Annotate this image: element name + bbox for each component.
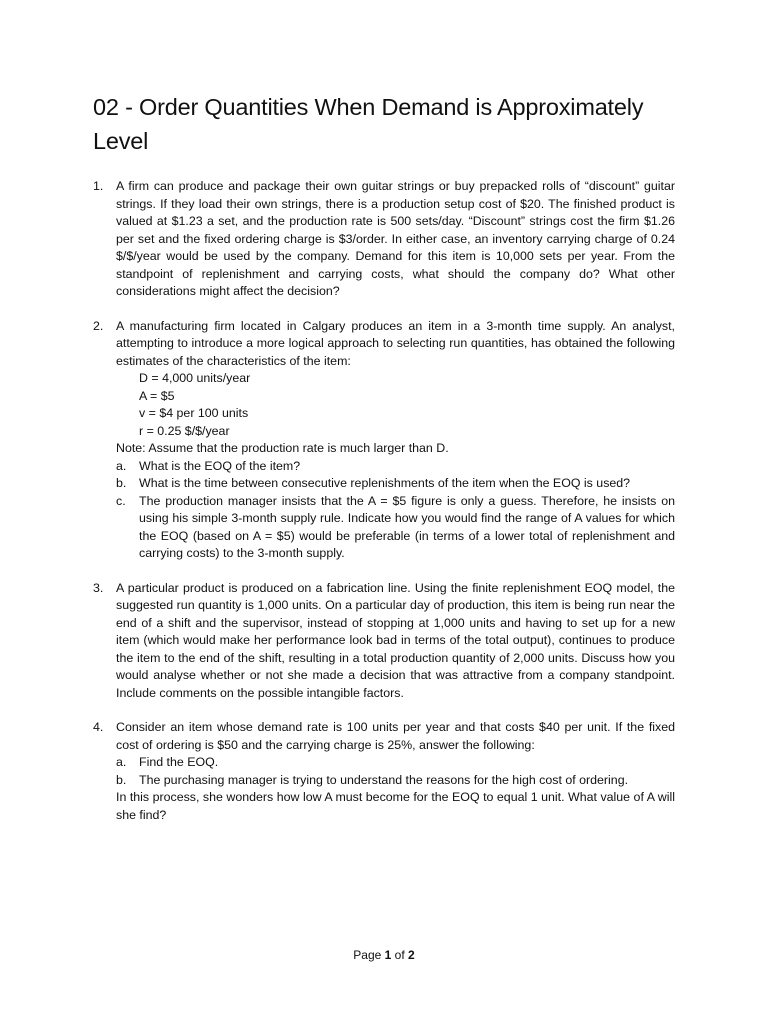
question-tail-text: In this process, she wonders how low A must become for the EOQ to equal 1 unit. What value of A will she find? [116,790,675,822]
sub-text: The purchasing manager is trying to understand the reasons for the high cost of ordering. [139,772,629,787]
variable-carrying-charge: r = 0.25 $/$/year [139,423,230,438]
question-number: 1. [93,179,104,193]
variable-unit-value: v = $4 per 100 units [139,406,249,420]
sub-label: b. [116,476,127,490]
sub-question-b [116,772,675,790]
sub-text: What is the EOQ of the item? [139,458,301,473]
question-text: A particular product is produced on a fabrication line. Using the finite replenishment EOQ model, the suggested run quantity is 1,000 units. On a particular day of production, this item is being run near the end of a shift and the supervisor, instead of stopping at 1,000 units and having to set up for a new item (which would make her performance look bad in terms of the total output), continues to produce the item to the end of the shift, resulting in a total production quantity of 2,000 units. Discuss how you would analyse whether or not she made a decision that was attractive from a company standpoint. Include comments on the possible intangible factors. [116,580,675,700]
sub-question-c [116,493,675,563]
question-text: A manufacturing firm located in Calgary produces an item in a 3-month time supply. An analyst, attempting to introduce a more logical approach to selecting run quantities, has obtained the following estimates of the characteristics of the item: [116,318,675,368]
document-title: 02 - Order Quantities When Demand is Approximately Level [93,94,644,154]
question-1 [93,178,675,301]
sub-question-a [116,458,675,476]
question-note: Note: Assume that the production rate is much larger than D. [116,441,449,455]
question-2 [93,318,675,563]
sub-text: The production manager insists that the A = $5 figure is only a guess. Therefore, he insists on using his simple 3-month supply rule. Indicate how you would find the range of A values for which the EOQ (based on A = $5) would be preferable (in terms of a lower total of replenishment and carrying costs) to the 3-month supply. [139,493,675,560]
question-number: 3. [93,580,104,595]
variable-list [116,370,675,440]
sub-label: a. [116,458,127,473]
question-3 [93,580,675,703]
sub-label: c. [116,493,126,508]
sub-label: b. [116,772,127,787]
variable-setup-cost: A = $5 [139,388,175,403]
footer-middle: of [391,948,409,962]
variable-demand: D = 4,000 units/year [139,371,251,385]
sub-text: What is the time between consecutive replenishments of the item when the EOQ is used? [139,476,631,490]
question-number: 4. [93,720,104,734]
question-4 [93,719,675,824]
sub-text: Find the EOQ. [139,755,219,769]
sub-label: a. [116,755,127,769]
question-text: Consider an item whose demand rate is 100 units per year and that costs $40 per unit. If the fixed cost of ordering is $50 and the carrying charge is 25%, answer the following: [116,720,675,752]
sub-question-a [116,754,675,772]
footer-total-pages: 2 [408,948,415,962]
footer-prefix: Page [353,948,385,962]
footer-current-page: 1 [384,948,392,962]
page-footer [0,948,768,962]
sub-question-b [116,475,675,493]
question-text: A firm can produce and package their own guitar strings or buy prepacked rolls of “discount” guitar strings. If they load their own strings, there is a production setup cost of $20. The finished product is valued at $1.23 a set, and the production rate is 500 sets/day. “Discount” strings cost the firm $1.26 per set and the fixed ordering charge is $3/order. In either case, an inventory carrying charge of 0.24 $/$/year would be used by the company. Demand for this item is 10,000 sets per year. From the standpoint of replenishment and carrying costs, what should the company do? What other considerations might affect the decision? [116,179,675,298]
question-number: 2. [93,318,104,333]
